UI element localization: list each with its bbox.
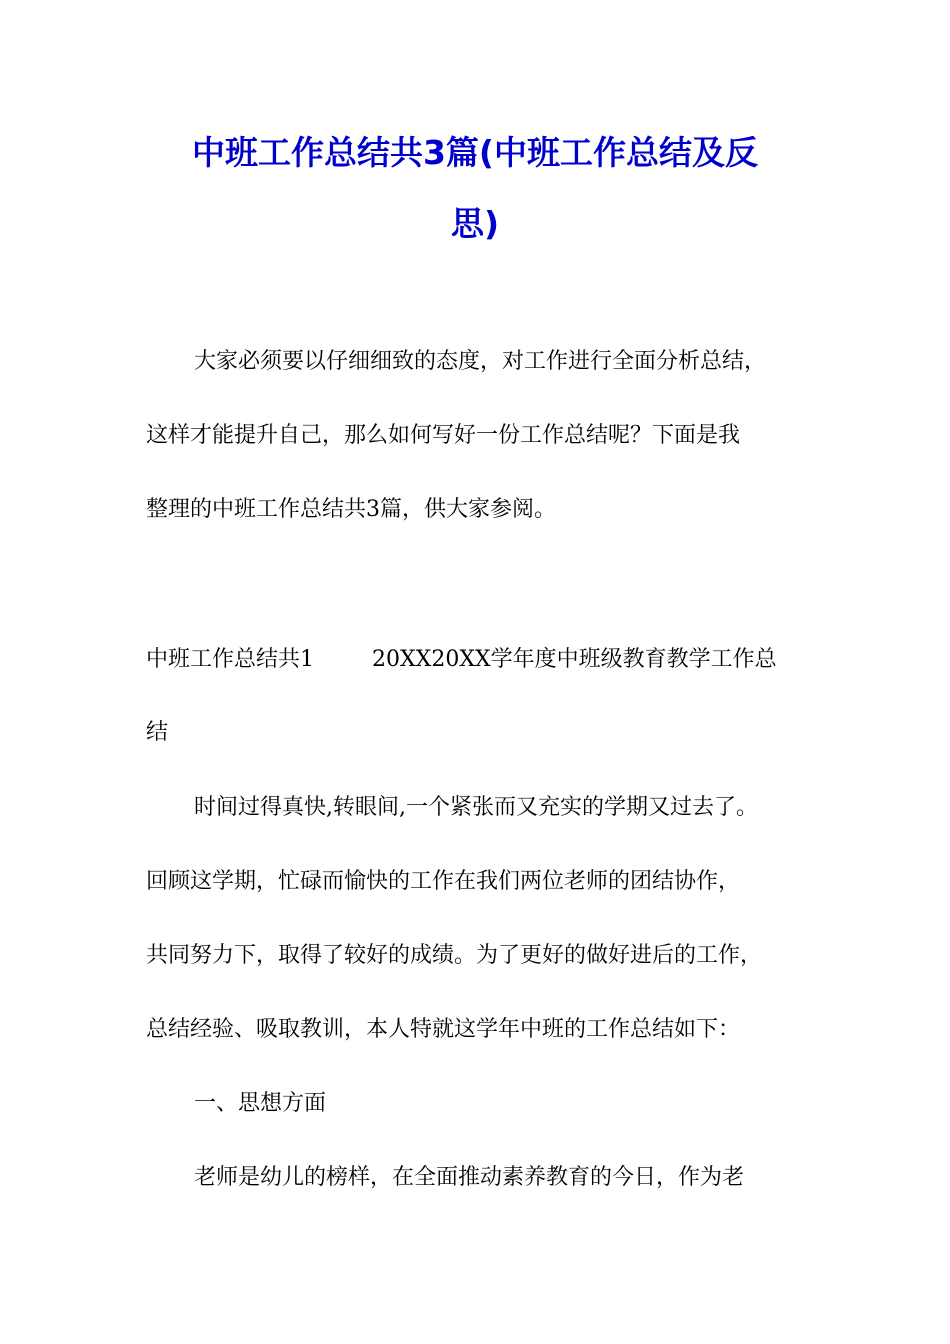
- paragraph-1-line-1: 时间过得真快,转眼间,一个紧张而又充实的学期又过去了。: [194, 795, 758, 820]
- document-title-line-2: 思): [450, 204, 500, 243]
- document-title-line-1: 中班工作总结共3篇(中班工作总结及反: [191, 133, 759, 172]
- section-heading: [146, 645, 777, 675]
- section-heading-label: 中班工作总结共1: [146, 647, 314, 672]
- section-heading-continued: 结: [146, 720, 169, 745]
- intro-line-3: 整理的中班工作总结共3篇，供大家参阅。: [146, 497, 556, 522]
- paragraph-1-line-4: 总结经验、吸取教训，本人特就这学年中班的工作总结如下：: [146, 1017, 741, 1042]
- paragraph-1-line-3: 共同努力下，取得了较好的成绩。为了更好的做好进后的工作，: [146, 943, 763, 968]
- section-heading-title: 20XX20XX学年度中班级教育教学工作总: [372, 647, 777, 672]
- intro-line-1: 大家必须要以仔细细致的态度，对工作进行全面分析总结，: [194, 349, 767, 374]
- intro-line-2: 这样才能提升自己，那么如何写好一份工作总结呢？下面是我: [146, 423, 741, 448]
- paragraph-2-line-1: 老师是幼儿的榜样，在全面推动素养教育的今日，作为老: [194, 1165, 745, 1190]
- subheading-thought: 一、思想方面: [194, 1091, 327, 1116]
- paragraph-1-line-2: 回顾这学期，忙碌而愉快的工作在我们两位老师的团结协作，: [146, 869, 741, 894]
